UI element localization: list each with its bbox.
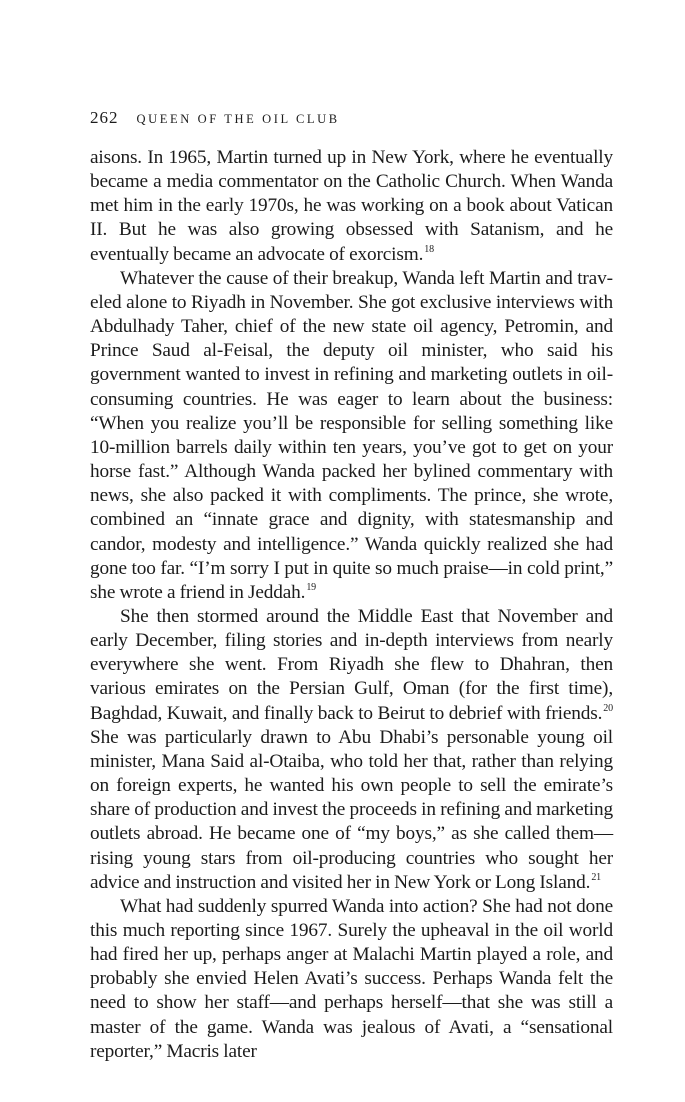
book-title: QUEEN OF THE OIL CLUB [136, 112, 340, 126]
footnote-marker[interactable]: 20 [603, 702, 613, 714]
paragraph-text: aisons. In 1965, Martin turned up in New York, where he eventually became a media commentator on the Catholic Church. When Wanda met him in the early 1970s, he was working on a book about Vatican II. But he was also growing obsessed with Satanism, and he eventually became an advocate of exorcism. [90, 147, 613, 265]
paragraph-text: She was particularly drawn to Abu Dhabi’s personable young oil minister, Mana Said al-​Otaiba, who told her that, rather than relying on foreign experts, he wanted his own people to sell the emirate’s share of production and invest the proceeds in refining and marketing outlets abroad. He became one of “my boys,” as she called them—rising young stars from oil-​producing countries who sought her advice and instruction and visited her in New York or Long Island. [90, 726, 613, 893]
paragraph [90, 605, 613, 895]
book-page [90, 108, 613, 1064]
paragraph [90, 146, 613, 267]
paragraph [90, 895, 613, 1064]
body-text [90, 146, 613, 1064]
paragraph-text: Whatever the cause of their breakup, Wanda left Martin and traveled alone to Riyadh in November. She got exclusive interviews with Abdulhady Taher, chief of the new state oil agency, Petromin, and Prince Saud al-Feisal, the deputy oil minister, who said his government wanted to invest in refining and marketing outlets in oil-consuming countries. He was eager to learn about the business: “When you realize you’ll be responsible for selling something like 10-million barrels daily within ten years, you’ve got to get on your horse fast.” Although Wanda packed her bylined commentary with news, she also packed it with compliments. The prince, she wrote, combined an “innate grace and dignity, with statesmanship and candor, modesty and intelligence.” Wanda quickly realized she had gone too far. “I’m sorry I put in quite so much praise—in cold print,” she wrote a friend in Jeddah. [90, 267, 613, 603]
footnote-marker[interactable]: 18 [424, 243, 434, 255]
page-number: 262 [90, 108, 119, 127]
paragraph [90, 267, 613, 605]
paragraph-text: She then stormed around the Middle East that November and early December, filing stories and in-depth interviews from nearly everywhere she went. From Riyadh she flew to Dhahran, then various emirates on the Persian Gulf, Oman (for the first time), Baghdad, Kuwait, and finally back to Beirut to debrief with friends. [90, 605, 613, 724]
paragraph-text: What had suddenly spurred Wanda into action? She had not done this much reporting since 1967. Surely the upheaval in the oil world had fired her up, perhaps anger at Malachi Martin played a role, and probably she envied Helen Avati’s success. Perhaps Wanda felt the need to show her staff—and perhaps herself—that she was still a master of the game. Wanda was jealous of Avati, a “sensational reporter,” Macris later [90, 895, 613, 1062]
footnote-marker[interactable]: 19 [306, 581, 317, 593]
running-head [90, 108, 613, 134]
footnote-marker[interactable]: 21 [591, 871, 602, 883]
